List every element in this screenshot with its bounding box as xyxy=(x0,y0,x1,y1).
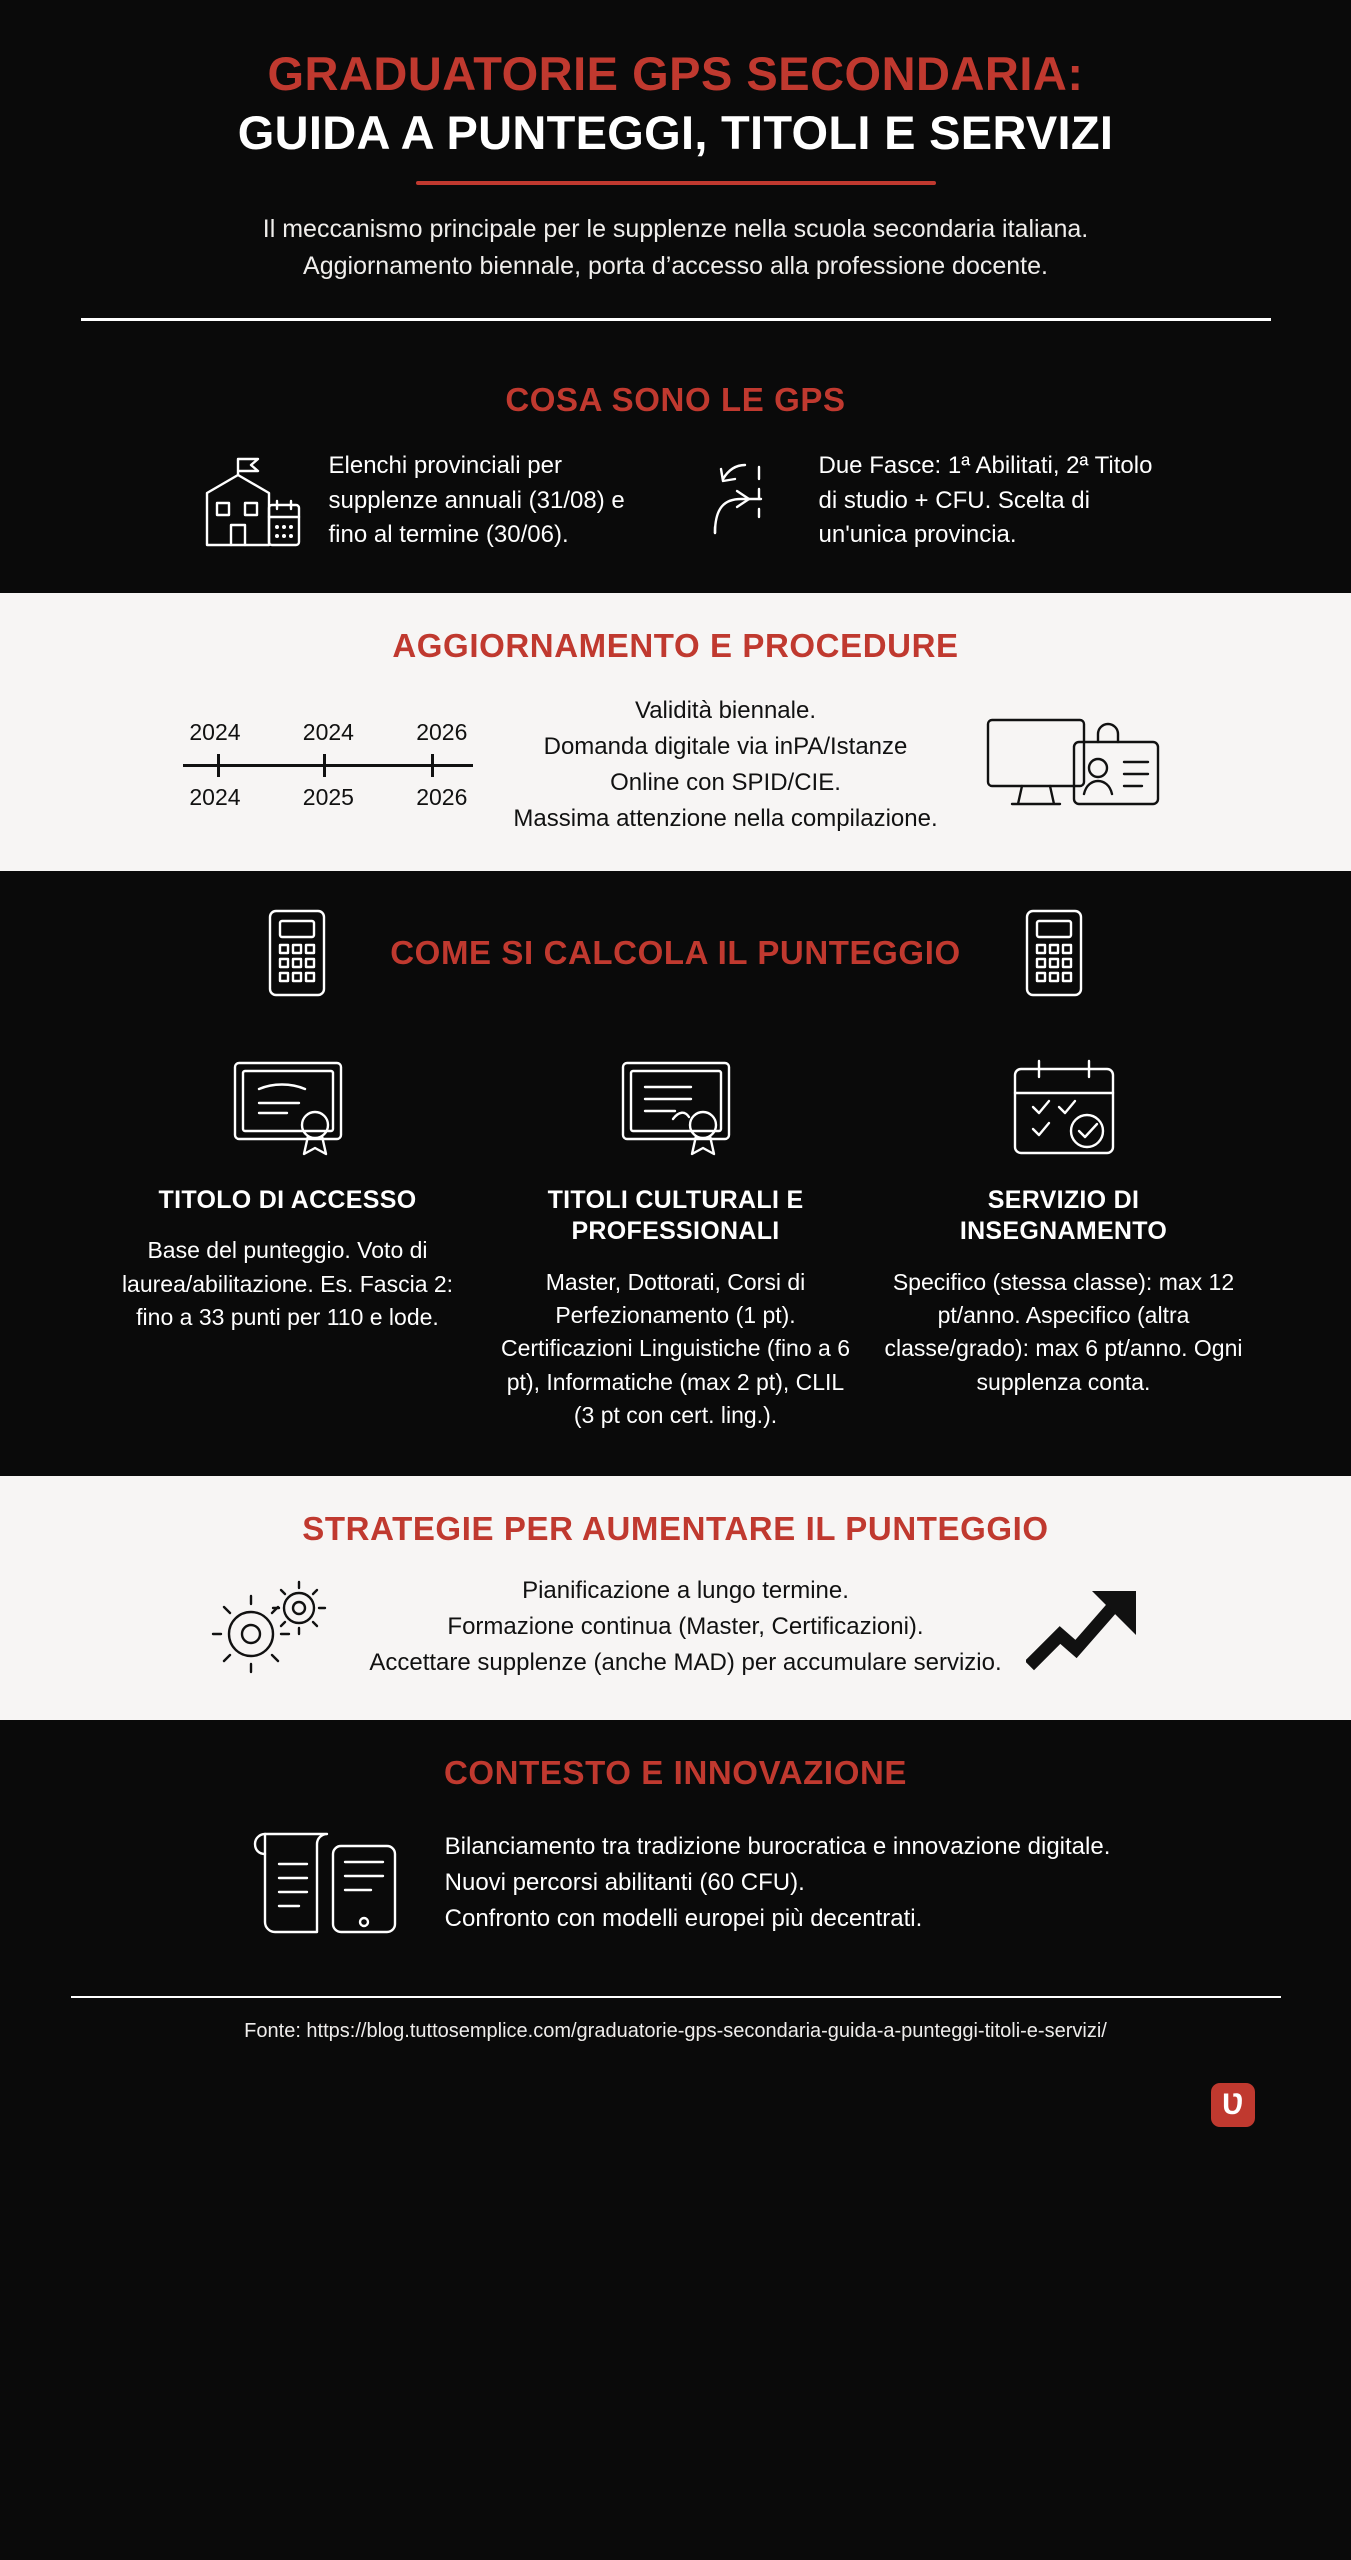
timeline-graphic xyxy=(183,719,473,811)
page-title-line2: GUIDA A PUNTEGGI, TITOLI E SERVIZI xyxy=(237,105,1114,159)
monitor-id-card-icon xyxy=(978,706,1168,824)
punteggio-column-titolo-accesso xyxy=(108,1037,468,1432)
punteggio-title-2: SERVIZIO DI INSEGNAMENTO xyxy=(959,1186,1168,1246)
punteggio-column-titoli-culturali xyxy=(496,1037,856,1432)
header-divider xyxy=(81,318,1271,321)
aggiornamento-text xyxy=(513,693,937,837)
calculator-icon xyxy=(260,905,334,1001)
timeline-bottom-1: 2025 xyxy=(302,784,354,811)
page-title-line1: GRADUATORIE GPS SECONDARIA: xyxy=(267,47,1084,100)
growth-arrow-icon xyxy=(1026,1575,1156,1679)
footer-divider xyxy=(71,1996,1281,1998)
timeline-bottom-0: 2024 xyxy=(189,784,241,811)
cosa-sono-right-text: Due Fasce: 1ª Abilitati, 2ª Titolo di studio + CFU. Scelta di un'unica provincia. xyxy=(818,451,1153,549)
cosa-sono-right-block xyxy=(693,449,1163,553)
strategie-text-line1: Pianificazione a lungo termine. xyxy=(522,1577,849,1605)
punteggio-text-2: Specifico (stessa classe): max 12 pt/anno. Aspecifico (altra classe/grado): max 6 pt/anno. Ogni supplenza conta. xyxy=(884,1268,1243,1395)
timeline-top-2: 2026 xyxy=(416,719,468,746)
section-heading-contesto: CONTESTO E INNOVAZIONE xyxy=(443,1754,908,1792)
fork-arrows-icon xyxy=(693,449,797,553)
strategie-text xyxy=(369,1573,1001,1681)
contesto-text-line2: Nuovi percorsi abilitanti (60 CFU). xyxy=(444,1869,805,1897)
punteggio-title-0: TITOLO DI ACCESSO xyxy=(158,1186,417,1215)
aggiornamento-text-line4: Massima attenzione nella compilazione. xyxy=(513,805,938,833)
calculator-icon xyxy=(1017,905,1091,1001)
punteggio-title-1: TITOLI CULTURALI E PROFESSIONALI xyxy=(547,1186,804,1246)
footer-section xyxy=(0,1978,1351,2161)
strategie-text-line3: Accettare supplenze (anche MAD) per accumulare servizio. xyxy=(369,1649,1002,1677)
cosa-sono-left-text: Elenchi provinciali per supplenze annuali (31/08) e fino al termine (30/06). xyxy=(328,451,625,549)
contesto-text-line3: Confronto con modelli europei più decentrati. xyxy=(444,1905,923,1933)
section-cosa-sono xyxy=(0,347,1351,593)
aggiornamento-text-line3: Online con SPID/CIE. xyxy=(610,769,841,797)
section-heading-cosa-sono: COSA SONO LE GPS xyxy=(505,380,846,418)
aggiornamento-text-line1: Validità biennale. xyxy=(634,697,817,725)
section-contesto xyxy=(0,1720,1351,1978)
source-link[interactable]: Fonte: https://blog.tuttosemplice.com/graduatorie-gps-secondaria-guida-a-punteggi-titoli-e-servizi/ xyxy=(244,2020,1107,2043)
calendar-check-icon xyxy=(1001,1049,1127,1167)
brand-logo-icon xyxy=(1211,2083,1255,2127)
header-subtitle-line1: Il meccanismo principale per le supplenze nella scuola secondaria italiana. xyxy=(262,215,1089,244)
section-heading-strategie: STRATEGIE PER AUMENTARE IL PUNTEGGIO xyxy=(302,1510,1049,1548)
section-aggiornamento xyxy=(0,593,1351,871)
punteggio-text-1: Master, Dottorati, Corsi di Perfezionamento (1 pt). Certificazioni Linguistiche (fino a 6 pt), Informatiche (max 2 pt), CLIL (3 pt con cert. ling.). xyxy=(500,1268,850,1429)
contesto-text-line1: Bilanciamento tra tradizione burocratica e innovazione digitale. xyxy=(444,1833,1111,1861)
diploma-seal-icon xyxy=(223,1049,353,1167)
section-punteggio xyxy=(0,871,1351,1476)
gears-icon xyxy=(195,1572,345,1682)
timeline-top-1: 2024 xyxy=(302,719,354,746)
school-building-icon xyxy=(189,449,307,553)
scroll-tablet-icon xyxy=(241,1818,411,1948)
header-section xyxy=(0,0,1351,347)
title-divider xyxy=(416,181,936,185)
contesto-text xyxy=(445,1829,1111,1937)
strategie-text-line2: Formazione continua (Master, Certificazioni). xyxy=(447,1613,924,1641)
section-heading-punteggio: COME SI CALCOLA IL PUNTEGGIO xyxy=(390,934,961,972)
timeline-top-0: 2024 xyxy=(189,719,241,746)
cosa-sono-left-block xyxy=(189,449,659,553)
timeline-axis xyxy=(183,752,473,778)
section-strategie xyxy=(0,1476,1351,1720)
brand-logo-glyph: Ʋ xyxy=(1222,2088,1244,2122)
certificate-seal-icon xyxy=(611,1049,741,1167)
timeline-bottom-2: 2026 xyxy=(416,784,468,811)
aggiornamento-text-line2: Domanda digitale via inPA/Istanze xyxy=(543,733,908,761)
punteggio-column-servizio xyxy=(884,1037,1244,1432)
header-subtitle-line2: Aggiornamento biennale, porta d’accesso alla professione docente. xyxy=(303,251,1048,280)
punteggio-text-0: Base del punteggio. Voto di laurea/abilitazione. Es. Fascia 2: fino a 33 punti per 110 e lode. xyxy=(121,1237,454,1331)
section-heading-aggiornamento: AGGIORNAMENTO E PROCEDURE xyxy=(392,627,959,665)
